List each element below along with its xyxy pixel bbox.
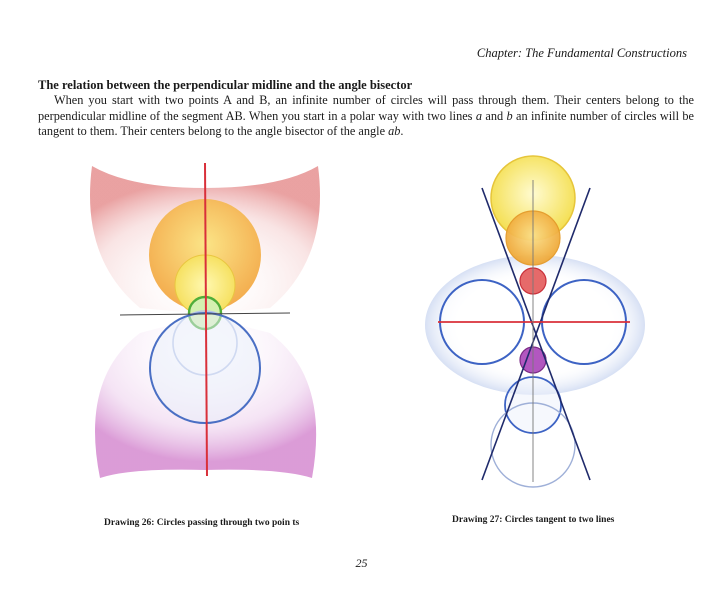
line-b-label: b: [506, 108, 513, 123]
paragraph-text: When you start with two points A and B, an infinite number of circles will pass through them. Their centers belong to the perpendicular midline of the segment AB. When you start in a polar way with two lines: [38, 93, 694, 123]
running-header: Chapter: The Fundamental Constructions: [476, 46, 687, 60]
drawing-26-illustration: [80, 158, 330, 498]
paragraph-text: an infinite number of circles will be tangent to them. Their centers belong to the angle bisector of the angle: [38, 108, 694, 138]
section-paragraph: [38, 93, 694, 140]
paragraph-text: .: [400, 124, 404, 138]
drawing-27-illustration: [420, 150, 650, 490]
drawing-27: [420, 150, 650, 490]
blue-circle: [150, 313, 260, 423]
drawing-26: [80, 158, 330, 498]
drawing-27-caption: Drawing 27: Circles tangent to two lines: [452, 515, 615, 525]
page-number: 25: [355, 556, 368, 570]
paragraph-text: and: [482, 108, 507, 123]
angle-ab-label: ab: [388, 124, 401, 138]
drawing-26-caption: Drawing 26: Circles passing through two poin ts: [104, 518, 300, 528]
line-a-label: a: [475, 108, 482, 123]
section-heading: The relation between the perpendicular midline and the angle bisector: [38, 78, 413, 92]
